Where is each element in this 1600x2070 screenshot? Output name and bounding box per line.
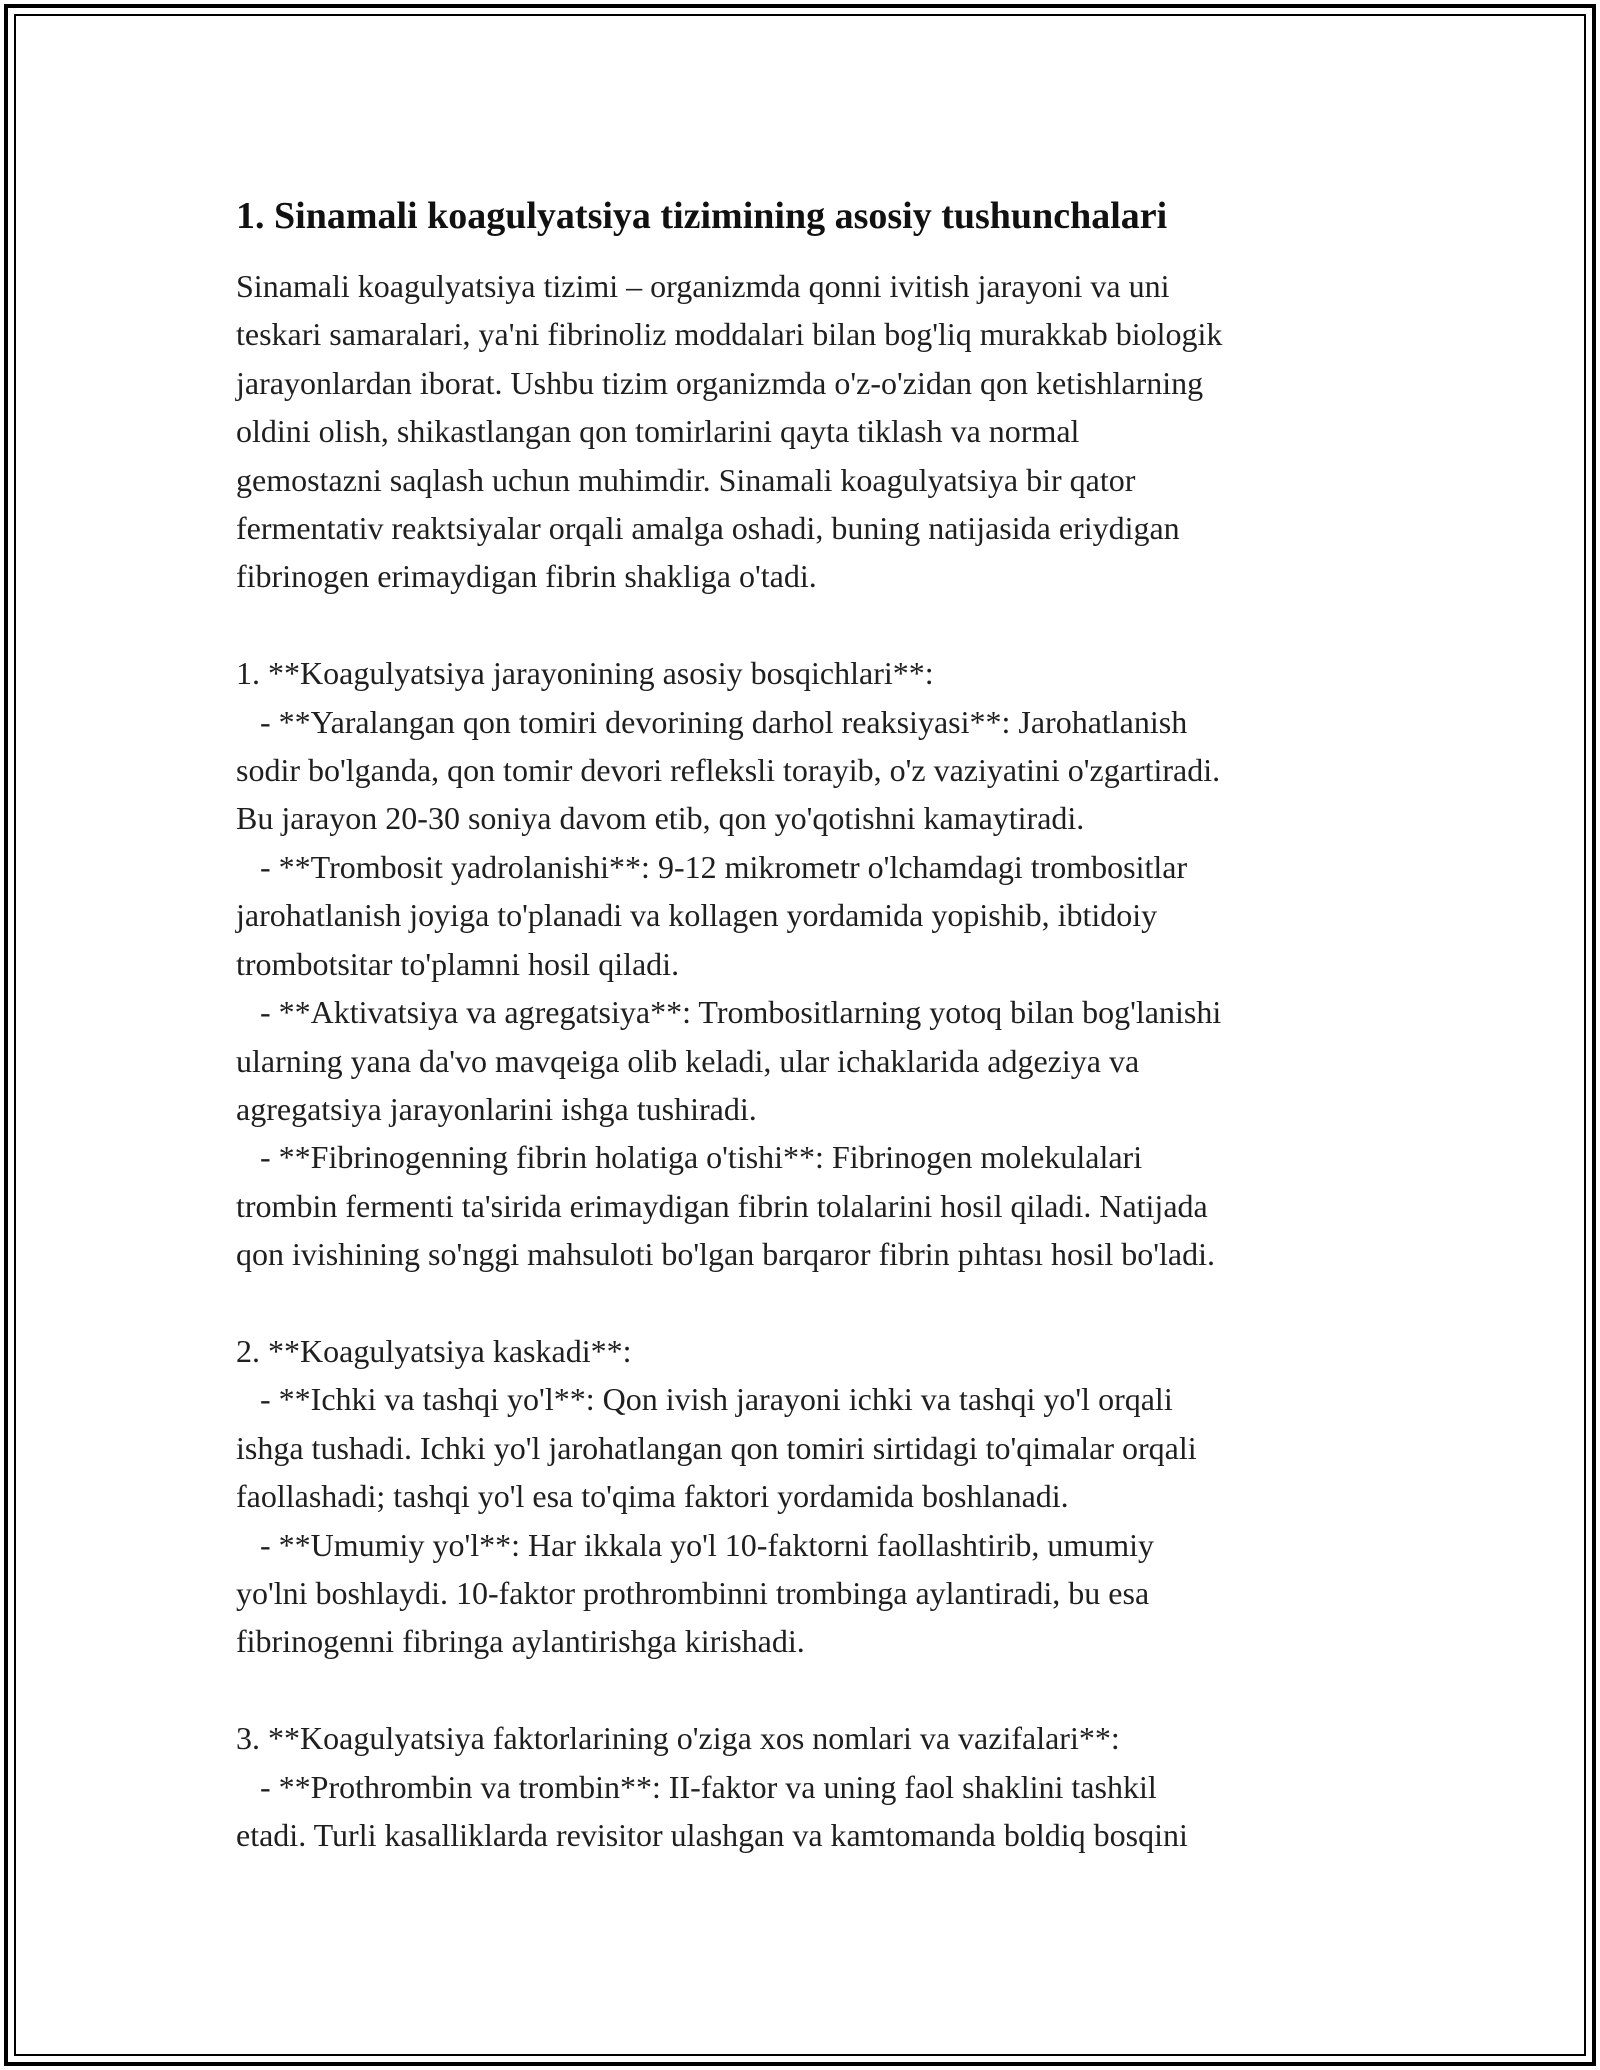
document-content xyxy=(236,184,1386,1859)
body-text: Sinamali koagulyatsiya tizimi – organizmda qonni ivitish jarayoni va uni teskari samaralari, ya'ni fibrinoliz moddalari bilan bog'liq murakkab biologik jarayonlardan iborat. Ushbu tizim organizmda o'z-o'zidan qon ketishlarning oldini olish, shikastlangan qon tomirlarini qayta tiklash va normal gemostazni saqlash uchun muhimdir. Sinamali koagulyatsiya bir qator fermentativ reaktsiyalar orqali amalga oshadi, buning natijasida eriydigan fibrinogen erimaydigan fibrin shakliga o'tadi. 1. **Koagulyatsiya jarayonining asosiy bosqichlari**: - **Yaralangan qon tomiri devorining darhol reaksiyasi**: Jarohatlanish sodir bo'lganda, qon tomir devori refleksli torayib, o'z vaziyatini o'zgartiradi. Bu jarayon 20-30 soniya davom etib, qon yo'qotishni kamaytiradi. - **Trombosit yadrolanishi**: 9-12 mikrometr o'lchamdagi trombositlar jarohatlanish joyiga to'planadi va kollagen yordamida yopishib, ibtidoiy trombotsitar to'plamni hosil qiladi. - **Aktivatsiya va agregatsiya**: Trombositlarning yotoq bilan bog'lanishi ularning yana da'vo mavqeiga olib keladi, ular ichaklarida adgeziya va agregatsiya jarayonlarini ishga tushiradi. - **Fibrinogenning fibrin holatiga o'tishi**: Fibrinogen molekulalari trombin fermenti ta'sirida erimaydigan fibrin tolalarini hosil qiladi. Natijada qon ivishining so'nggi mahsuloti bo'lgan barqaror fibrin pıhtası hosil bo'ladi. 2. **Koagulyatsiya kaskadi**: - **Ichki va tashqi yo'l**: Qon ivish jarayoni ichki va tashqi yo'l orqali ishga tushadi. Ichki yo'l jarohatlangan qon tomiri sirtidagi to'qimalar orqali faollashadi; tashqi yo'l esa to'qima faktori yordamida boshlanadi. - **Umumiy yo'l**: Har ikkala yo'l 10-faktorni faollashtirib, umumiy yo'lni boshlaydi. 10-faktor prothrombinni trombinga aylantiradi, bu esa fibrinogenni fibringa aylantirishga kirishadi. 3. **Koagulyatsiya faktorlarining o'ziga xos nomlari va vazifalari**: - **Prothrombin va trombin**: II-faktor va uning faol shaklini tashkil etadi. Turli kasalliklarda revisitor ulashgan va kamtomanda boldiq bosqini xyxy=(236,268,1223,1853)
section-heading: 1. Sinamali koagulyatsiya tizimining asosiy tushunchalari xyxy=(236,195,1168,237)
